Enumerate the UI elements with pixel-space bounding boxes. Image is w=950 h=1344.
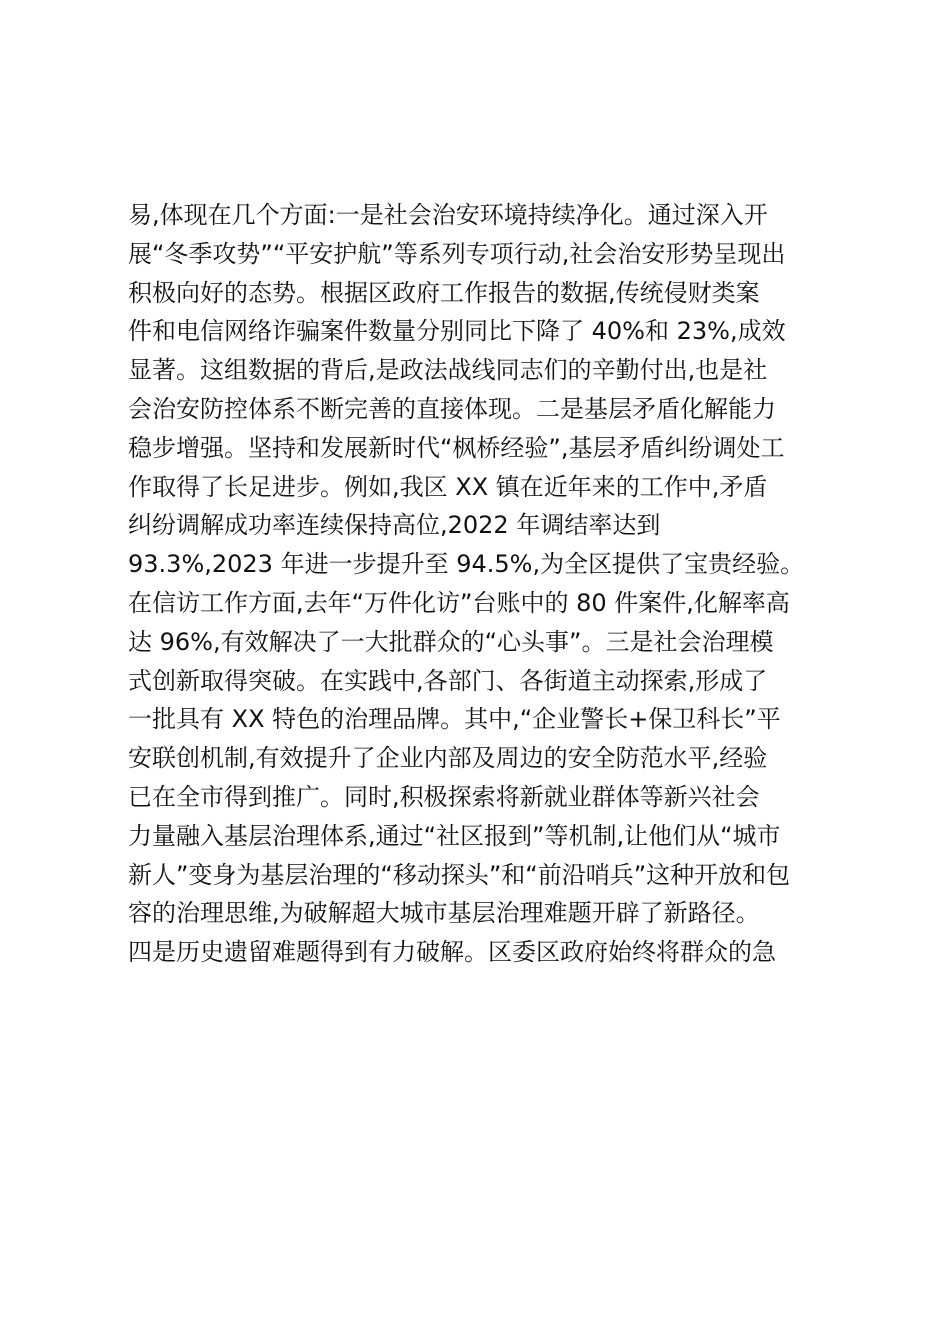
text-line: 新人”变身为基层治理的“移动探头”和“前沿哨兵”这种开放和包 [128, 860, 791, 889]
text-line: 安联创机制,有效提升了企业内部及周边的安全防范水平,经验 [128, 744, 768, 773]
text-line: 式创新取得突破。在实践中,各部门、各街道主动探索,形成了 [128, 666, 768, 695]
text-line: 积极向好的态势。根据区政府工作报告的数据,传统侵财类案 [128, 278, 760, 307]
text-line: 已在全市得到推广。同时,积极探索将新就业群体等新兴社会 [128, 782, 760, 811]
text-line: 93.3%,2023 年进一步提升至 94.5%,为全区提供了宝贵经验。 [128, 550, 805, 579]
text-line: 在信访工作方面,去年“万件化访”台账中的 80 件案件,化解率高 [128, 588, 790, 617]
text-line: 易,体现在几个方面:一是社会治安环境持续净化。通过深入开 [128, 201, 768, 229]
body-text [128, 196, 848, 972]
text-line: 作取得了长足进步。例如,我区 XX 镇在近年来的工作中,矛盾 [128, 472, 768, 501]
text-line: 稳步增强。坚持和发展新时代“枫桥经验”,基层矛盾纠纷调处工 [128, 433, 785, 462]
text-line: 一批具有 XX 特色的治理品牌。其中,“企业警长+保卫科长”平 [128, 705, 781, 734]
text-line: 力量融入基层治理体系,通过“社区报到”等机制,让他们从“城市 [128, 821, 781, 850]
text-line: 会治安防控体系不断完善的直接体现。二是基层矛盾化解能力 [128, 394, 776, 423]
text-line: 纠纷调解成功率连续保持高位,2022 年调结率达到 [128, 511, 661, 540]
text-line: 达 96%,有效解决了一大批群众的“心头事”。三是社会治理模 [128, 627, 774, 656]
text-line: 显著。这组数据的背后,是政法战线同志们的辛勤付出,也是社 [128, 356, 768, 385]
text-line: 容的治理思维,为破解超大城市基层治理难题开辟了新路径。 [128, 899, 760, 928]
text-line: 件和电信网络诈骗案件数量分别同比下降了 40%和 23%,成效 [128, 317, 786, 346]
text-line: 展“冬季攻势”“平安护航”等系列专项行动,社会治安形势呈现出 [128, 239, 786, 268]
text-line: 四是历史遗留难题得到有力破解。区委区政府始终将群众的急 [128, 938, 776, 967]
